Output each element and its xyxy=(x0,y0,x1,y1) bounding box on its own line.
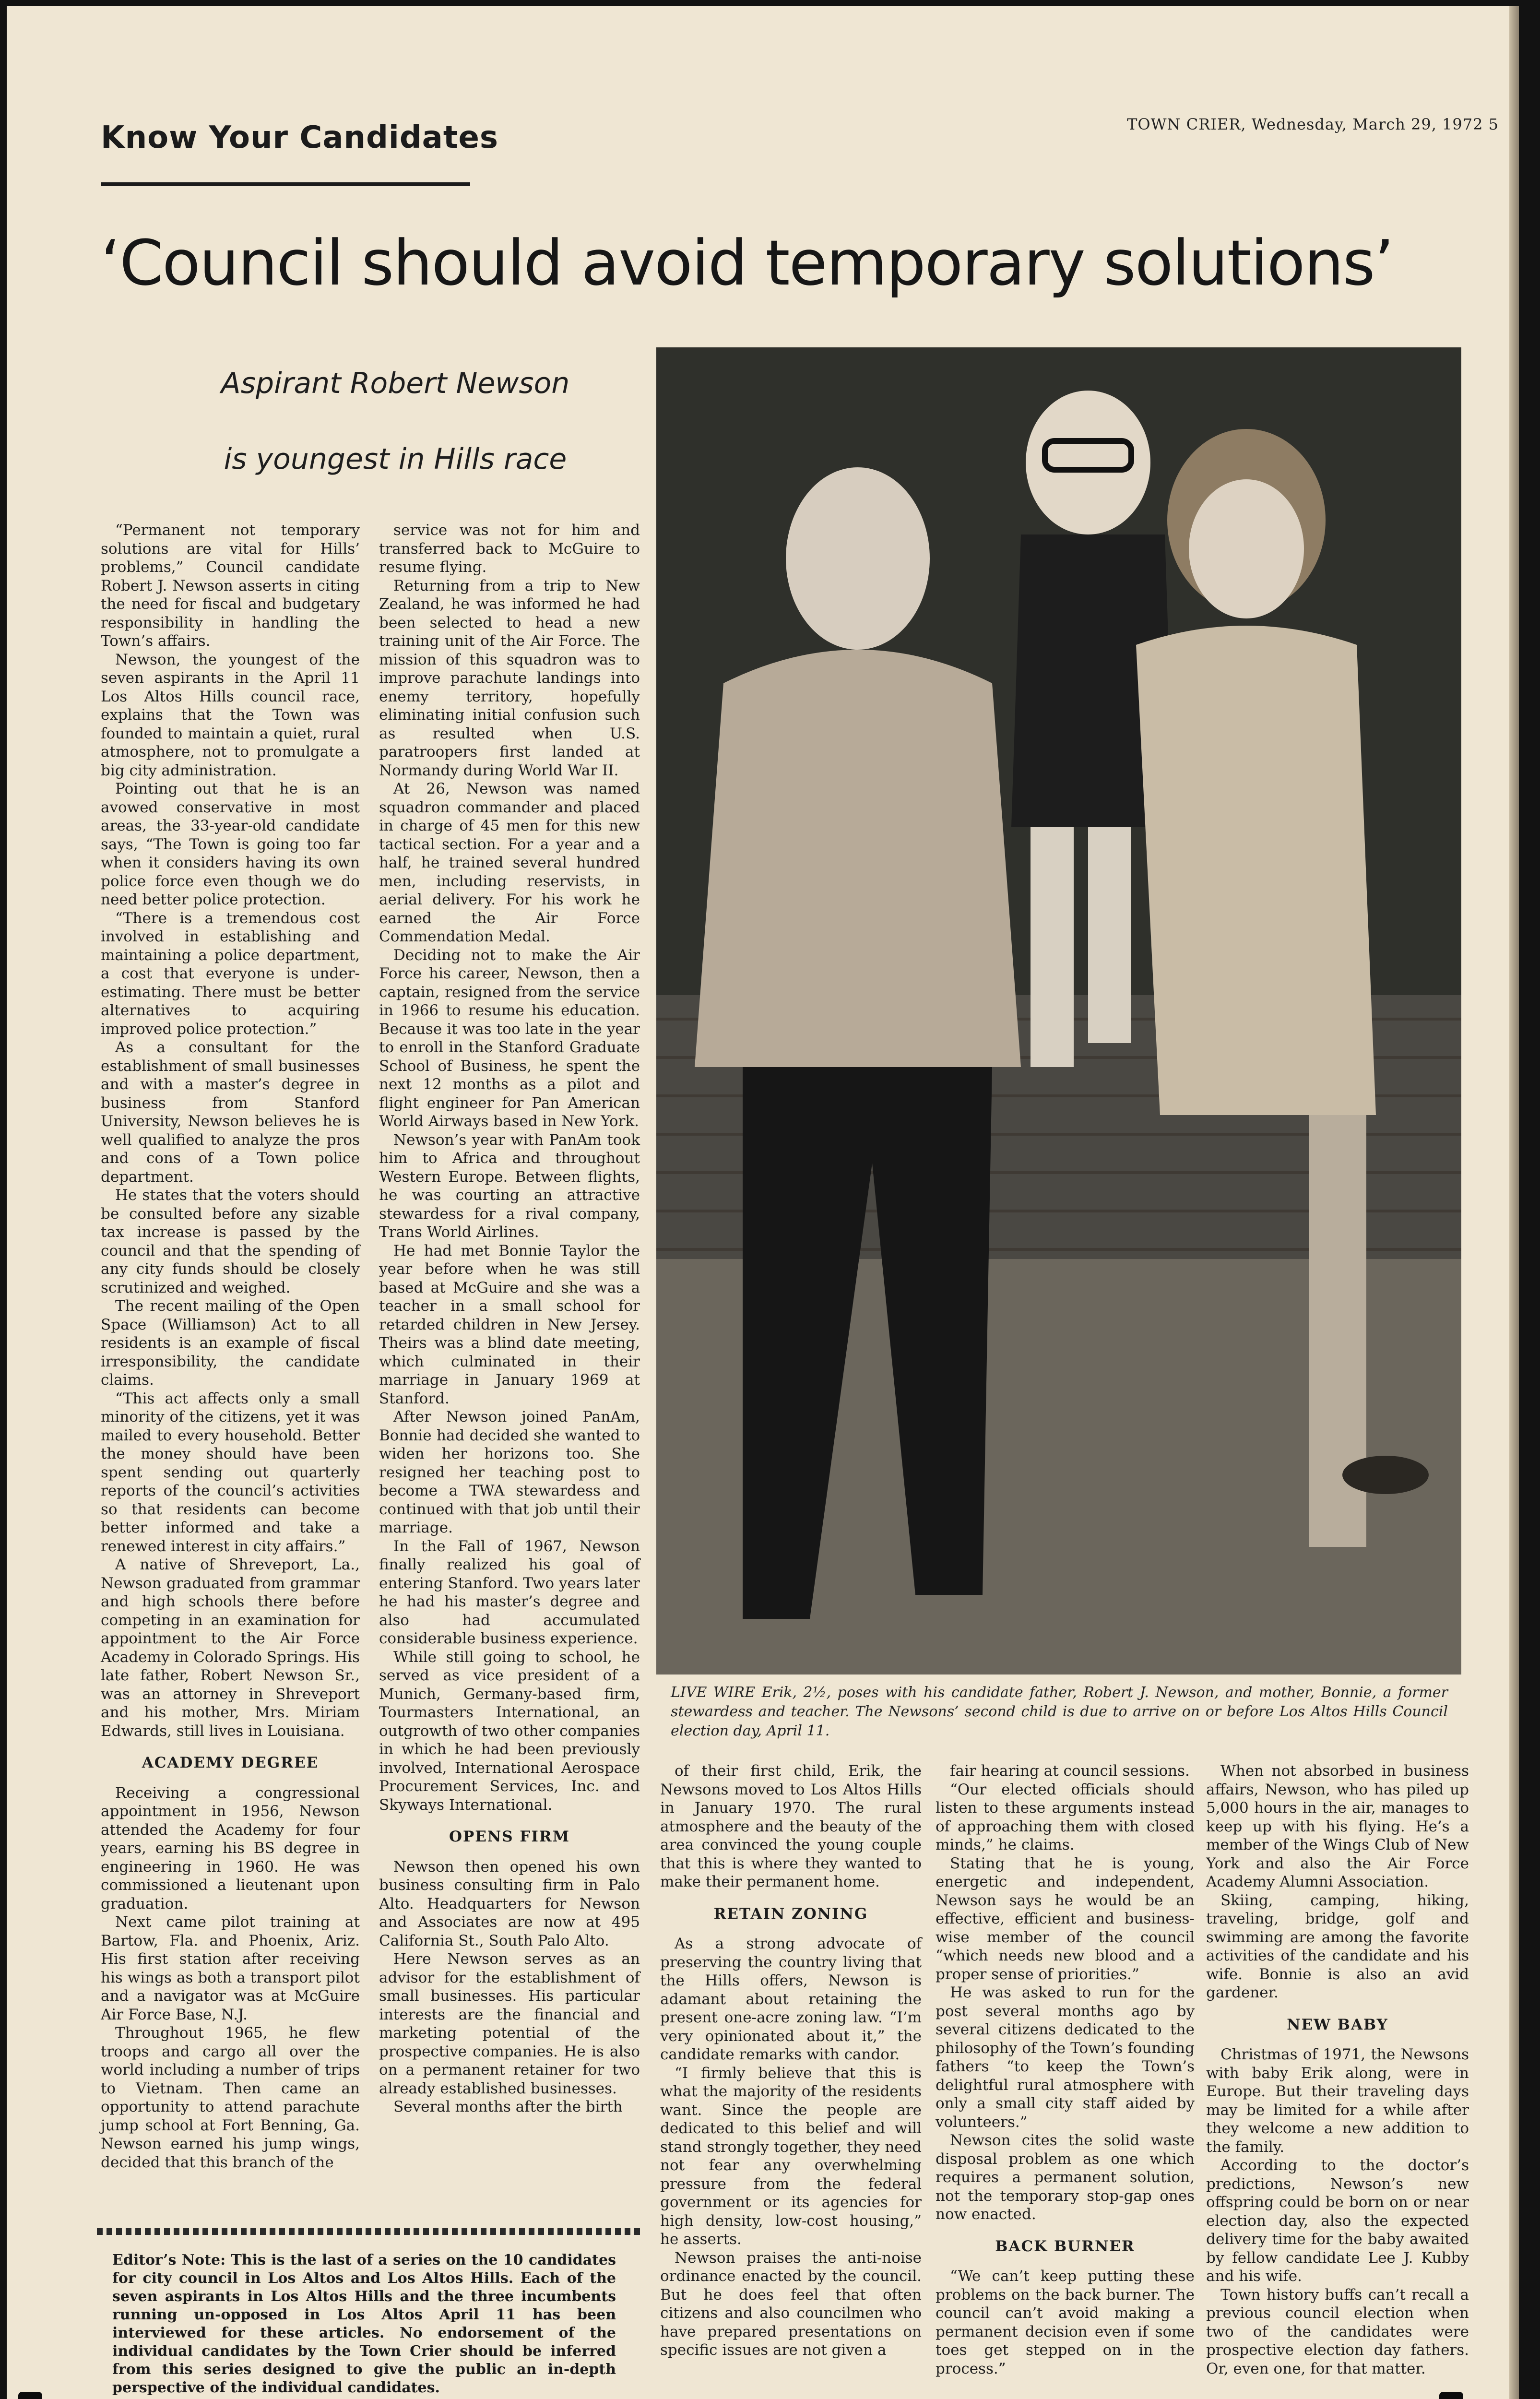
article-column-1 xyxy=(101,521,360,2172)
subhead: RETAIN ZONING xyxy=(713,1905,868,1923)
article-column-3 xyxy=(660,1762,922,2360)
ornamental-rule xyxy=(97,2228,644,2235)
paragraph: He states that the voters should be consulted before any sizable tax increase is passed by the council and that the spending of any city funds should be closely scrutinized and weighed. xyxy=(101,1187,360,1296)
paragraph: “This act affects only a small minority of the citizens, yet it was mailed to every household. Better the money should have been spent sending out quarterly reports of the council’s activities so that residents can become better informed and take a renewed interest in city affairs.” xyxy=(101,1390,360,1555)
paragraph: According to the doctor’s predictions, Newson’s new offspring could be born on or near election day, also the expected delivery time for the baby awaited by fellow candidate Lee J. Kubby and his wife. xyxy=(1206,2157,1469,2285)
paragraph: “Permanent not temporary solutions are vital for Hills’ problems,” Council candidate Robert J. Newson asserts in citing the need for fiscal and budgetary responsibility in handling the Town’s affairs. xyxy=(101,522,360,650)
family-photo xyxy=(656,347,1461,1675)
binding-edge xyxy=(1509,6,1519,2399)
paragraph: He was asked to run for the post several months ago by several citizens dedicated to the philosophy of the Town’s founding fathers “to keep the Town’s delightful rural atmosphere with only a small city staff aided by volunteers.” xyxy=(936,1984,1195,2131)
paragraph: The recent mailing of the Open Space (Williamson) Act to all residents is an example of fiscal irresponsibility, the candidate claims. xyxy=(101,1297,360,1389)
paragraph: Newson then opened his own business consulting firm in Palo Alto. Headquarters for Newson and Associates are now at 495 California St., South Palo Alto. xyxy=(379,1858,640,1949)
paragraph: At 26, Newson was named squadron commander and placed in charge of 45 men for this new tactical section. For a year and a half, he trained several hundred men, including reservists, in aerial delivery. For his work he earned the Air Force Commendation Medal. xyxy=(379,780,640,945)
paragraph: Next came pilot training at Bartow, Fla. and Phoenix, Ariz. His first station after receiving his wings as both a transport pilot and a navigator was at McGuire Air Force Base, N.J. xyxy=(101,1913,360,2023)
headline: ‘Council should avoid temporary solutions’ xyxy=(101,226,1393,299)
paragraph: “Our elected officials should listen to these arguments instead of approaching them with closed minds,” he claims. xyxy=(936,1781,1195,1853)
section-title: Know Your Candidates xyxy=(101,120,498,155)
subhead: BACK BURNER xyxy=(995,2237,1135,2255)
paragraph: Deciding not to make the Air Force his career, Newson, then a captain, resigned from the service in 1966 to resume his education. Because it was too late in the year to enroll in the Stanford Graduate School of Business, he spent the next 12 months as a pilot and flight engineer for Pan American World Airways based in New York. xyxy=(379,946,640,1130)
paragraph: Newson cites the solid waste disposal problem as one which requires a permanent solution, not the temporary stop-gap ones now enacted. xyxy=(936,2132,1195,2223)
paragraph: Here Newson serves as an advisor for the establishment of small businesses. His particular interests are the financial and marketing potential of the prospective companies. He is also on a permanent retainer for two already established businesses. xyxy=(379,1950,640,2097)
paragraph: “We can’t keep putting these problems on the back burner. The council can’t avoid making a permanent decision even if some toes get stepped on in the process.” xyxy=(936,2268,1195,2377)
photo-caption: LIVE WIRE Erik, 2½, poses with his candidate father, Robert J. Newson, and mother, Bonnie, a former stewardess and teacher. The Newsons’ second child is due to arrive on or before Los Altos Hills Council election day, April 11. xyxy=(671,1684,1448,1739)
paragraph: While still going to school, he served as vice president of a Munich, Germany-based firm, Tourmasters International, an outgrowth of two other companies in which he had been previously involved, International Aerospace Procurement Services, Inc. and Skyways International. xyxy=(379,1648,640,1814)
paragraph: service was not for him and transferred back to McGuire to resume flying. xyxy=(379,522,640,576)
article-column-4 xyxy=(936,1762,1195,2378)
paragraph: In the Fall of 1967, Newson finally realized his goal of entering Stanford. Two years later he had his master’s degree and also had accumulated considerable business experience. xyxy=(379,1537,640,1647)
paragraph: Returning from a trip to New Zealand, he was informed he had been selected to head a new training unit of the Air Force. The mission of this squadron was to improve parachute landings into enemy territory, hopefully eliminating initial confusion such as resulted when U.S. paratroopers first landed at Normandy during World War II. xyxy=(379,577,640,779)
left-binder-clip xyxy=(18,2392,42,2399)
paragraph: Newson, the youngest of the seven aspirants in the April 11 Los Altos Hills council race, explains that the Town was founded to maintain a quiet, rural atmosphere, not to promulgate a big city administration. xyxy=(101,651,360,779)
paragraph: Town history buffs can’t recall a previous council election when two of the candidates were prospective election day fathers. Or, even one, for that matter. xyxy=(1206,2286,1469,2377)
paragraph: of their first child, Erik, the Newsons moved to Los Altos Hills in January 1970. The rural atmosphere and the beauty of the area convinced the young couple that this is where they wanted to make their permanent home. xyxy=(660,1762,922,1890)
paragraph: Skiing, camping, hiking, traveling, bridge, golf and swimming are among the favorite activities of the candidate and his wife. Bonnie is also an avid gardener. xyxy=(1206,1891,1469,2001)
article-column-2 xyxy=(379,521,640,2116)
paragraph: Several months after the birth xyxy=(393,2098,623,2115)
paragraph: Receiving a congressional appointment in 1956, Newson attended the Academy for four years, earning his BS degree in engineering in 1960. He was commissioned a lieutenant upon graduation. xyxy=(101,1784,360,1912)
newspaper-page xyxy=(7,6,1519,2399)
editors-note: Editor’s Note: This is the last of a series on the 10 candidates for city council in Los Altos and Los Altos Hills. Each of the seven aspirants in Los Altos Hills and the three incumbents running un-opposed in Los Altos April 11 has been interviewed for these articles. No endorsement of the individual candidates by the Town Crier should be inferred from this series designed to give the public an in-depth perspective of the individual candidates. xyxy=(112,2252,616,2396)
article-column-5 xyxy=(1206,1762,1469,2378)
paragraph: Stating that he is young, energetic and independent, Newson says he would be an effective, efficient and business-wise member of the council “which needs new blood and a proper sense of priorities.” xyxy=(936,1854,1195,1983)
paragraph: As a strong advocate of preserving the country living that the Hills offers, Newson is adamant about retaining the present one-acre zoning law. “I’m very opinionated about it,” the candidate remarks with candor. xyxy=(660,1935,922,2063)
paragraph: When not absorbed in business affairs, Newson, who has piled up 5,000 hours in the air, manages to keep up with his flying. He’s a member of the Wings Club of New York and also the Air Force Academy Alumni Association. xyxy=(1206,1762,1469,1890)
paragraph: Newson’s year with PanAm took him to Africa and throughout Western Europe. Between flights, he was courting an attractive stewardess for a rival company, Trans World Airlines. xyxy=(379,1131,640,1241)
paragraph: After Newson joined PanAm, Bonnie had decided she wanted to widen her horizons too. She resigned her teaching post to become a TWA stewardess and continued with that job until their marriage. xyxy=(379,1408,640,1536)
paragraph: Christmas of 1971, the Newsons with baby Erik along, were in Europe. But their traveling days may be limited for a while after they welcome a new addition to the family. xyxy=(1206,2046,1469,2156)
paragraph: A native of Shreveport, La., Newson graduated from grammar and high schools there before competing in an examination for appointment to the Air Force Academy in Colorado Springs. His late father, Robert Newson Sr., was an attorney in Shreveport and his mother, Mrs. Miriam Edwards, still lives in Louisiana. xyxy=(101,1556,360,1740)
paragraph: “I firmly believe that this is what the majority of the residents want. Since the people are dedicated to this belief and will stand strongly together, they need not fear any overwhelming pressure from the federal government or its agencies for high density, low-cost housing,” he asserts. xyxy=(660,2064,922,2248)
paragraph: He had met Bonnie Taylor the year before when he was still based at McGuire and she was a teacher in a small school for retarded children in New Jersey. Theirs was a blind date meeting, which culminated in their marriage in January 1969 at Stanford. xyxy=(379,1242,640,1407)
subhead: OPENS FIRM xyxy=(449,1828,570,1845)
paragraph: fair hearing at council sessions. xyxy=(950,1762,1190,1780)
paragraph: Throughout 1965, he flew troops and cargo all over the world including a number of trips to Vietnam. Then came an opportunity to attend parachute jump school at Fort Benning, Ga. Newson earned his jump wings, decided that this branch of the xyxy=(101,2024,360,2171)
paragraph: Pointing out that he is an avowed conservative in most areas, the 33-year-old candidate says, “The Town is going too far when it considers having its own police force even though we do need better police protection. xyxy=(101,780,360,908)
subhead: NEW BABY xyxy=(1287,2016,1388,2033)
section-rule xyxy=(101,182,470,186)
paragraph: As a consultant for the establishment of small businesses and with a master’s degree in business from Stanford University, Newson believes he is well qualified to analyze the pros and cons of a Town police department. xyxy=(101,1039,360,1186)
deck-line-2: is youngest in Hills race xyxy=(224,442,567,476)
right-binder-clip xyxy=(1439,2392,1463,2399)
paragraph: “There is a tremendous cost involved in establishing and maintaining a police department, a cost that everyone is under-estimating. There must be better alternatives to acquiring improved police protection.” xyxy=(101,909,360,1038)
subhead: ACADEMY DEGREE xyxy=(142,1754,319,1771)
family-photo-illustration xyxy=(656,347,1461,1675)
deck-line-1: Aspirant Robert Newson xyxy=(221,367,570,400)
folio-line: TOWN CRIER, Wednesday, March 29, 1972 5 xyxy=(1127,115,1499,133)
paragraph: Newson praises the anti-noise ordinance enacted by the council. But he does feel that often citizens and also councilmen who have prepared presentations on specific issues are not given a xyxy=(660,2249,922,2359)
